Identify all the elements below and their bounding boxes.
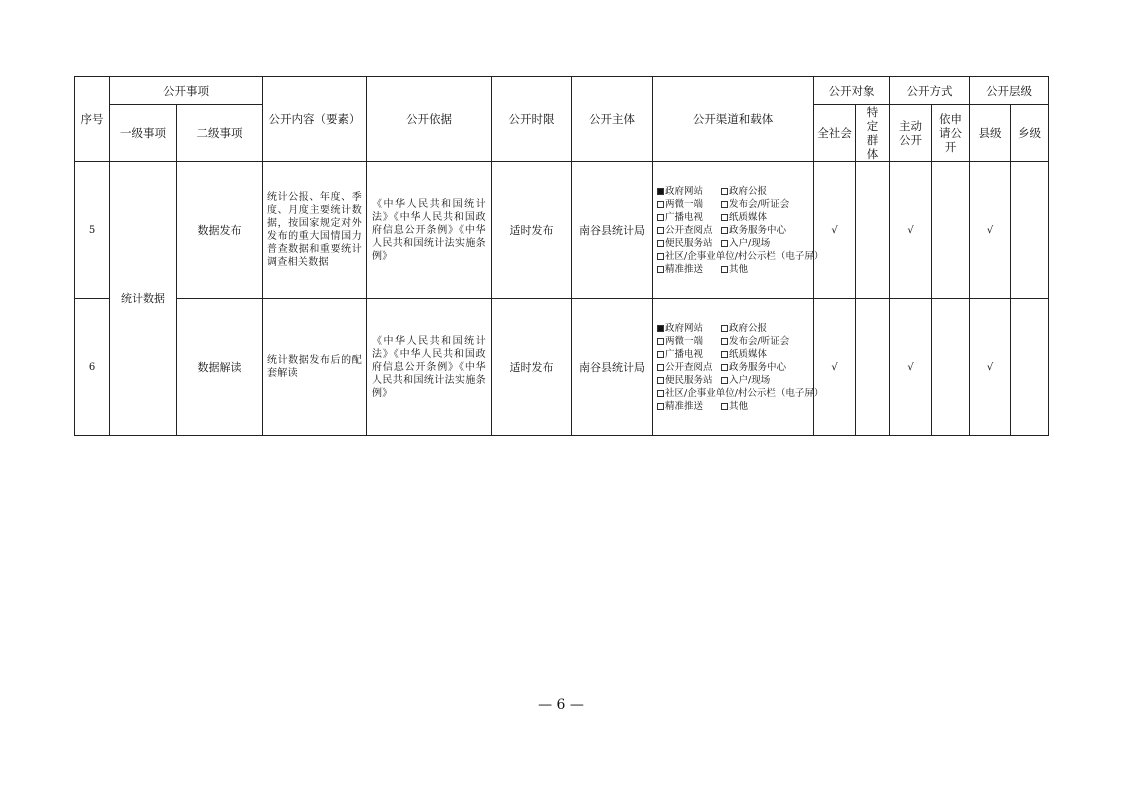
unchecked-box-icon: [721, 188, 728, 195]
header-target-specific: 特定群体: [856, 105, 890, 162]
row-time: 适时发布: [492, 299, 572, 436]
unchecked-box-icon: [657, 390, 664, 397]
unchecked-box-icon: [657, 227, 664, 234]
unchecked-box-icon: [657, 214, 664, 221]
row-method-active: √: [890, 162, 932, 299]
row-layer-town: [1011, 162, 1049, 299]
group-level1: 统计数据: [110, 162, 177, 436]
unchecked-box-icon: [721, 325, 728, 332]
channel-item: [721, 335, 805, 348]
channel-list: [653, 322, 824, 413]
row-target-all: √: [814, 162, 856, 299]
unchecked-box-icon: [657, 338, 664, 345]
channel-label: 入户/现场: [729, 237, 771, 249]
channel-item: [657, 250, 824, 263]
page-number: — 6 —: [538, 697, 584, 713]
channel-label: 广播电视: [665, 211, 704, 223]
header-basis: 公开依据: [367, 77, 492, 162]
header-items: 公开事项: [110, 77, 263, 105]
channel-item: [721, 348, 805, 361]
channel-item: [721, 211, 805, 224]
header-method-active: 主动公开: [890, 105, 932, 162]
header-content: 公开内容（要素）: [263, 77, 367, 162]
channel-item: [657, 361, 721, 374]
row-target-all: √: [814, 299, 856, 436]
channel-item: [657, 224, 721, 237]
channel-item: [657, 322, 721, 335]
header-subject: 公开主体: [572, 77, 653, 162]
row-content-cell: [263, 162, 367, 299]
unchecked-box-icon: [657, 403, 664, 410]
channel-label: 政府公报: [729, 322, 768, 334]
unchecked-box-icon: [657, 266, 664, 273]
header-channels: 公开渠道和载体: [653, 77, 814, 162]
header-method-request: 依申请公开: [932, 105, 970, 162]
row-layer-town: [1011, 299, 1049, 436]
channel-label: 便民服务站: [665, 374, 713, 386]
row-time: 适时发布: [492, 162, 572, 299]
row-target-specific: [856, 299, 890, 436]
row-method-request: [932, 299, 970, 436]
channel-label: 广播电视: [665, 348, 704, 360]
channel-item: [721, 322, 805, 335]
row-basis-cell: [367, 299, 492, 436]
channel-item: [721, 198, 805, 211]
channel-item: [657, 400, 721, 413]
unchecked-box-icon: [721, 338, 728, 345]
channel-item: [721, 374, 805, 387]
channel-item: [721, 400, 785, 413]
channel-item: [721, 185, 805, 198]
unchecked-box-icon: [721, 377, 728, 384]
unchecked-box-icon: [657, 351, 664, 358]
channel-item: [657, 185, 721, 198]
unchecked-box-icon: [657, 364, 664, 371]
channel-label: 发布会/听证会: [729, 335, 790, 347]
unchecked-box-icon: [721, 214, 728, 221]
row-channels-cell: [653, 162, 824, 299]
channel-label: 政务服务中心: [729, 361, 787, 373]
channel-label: 政府网站: [665, 322, 704, 334]
row-method-request: [932, 162, 970, 299]
row-seq: 5: [75, 162, 110, 299]
row-subject: 南谷县统计局: [572, 299, 653, 436]
row-subject: 南谷县统计局: [572, 162, 653, 299]
header-layer: 公开层级: [970, 77, 1049, 105]
row-level2: 数据发布: [177, 162, 263, 299]
checked-box-icon: [657, 188, 664, 195]
channel-item: [657, 211, 721, 224]
header-layer-town: 乡级: [1011, 105, 1049, 162]
channel-label: 社区/企事业单位/村公示栏（电子屏）: [665, 250, 824, 262]
channel-label: 精准推送: [665, 400, 704, 412]
row-target-specific: [856, 162, 890, 299]
channel-label: 入户/现场: [729, 374, 771, 386]
channel-item: [721, 361, 805, 374]
header-layer-county: 县级: [970, 105, 1011, 162]
channel-item: [721, 263, 785, 276]
channel-label: 其他: [729, 400, 749, 412]
header-target-all: 全社会: [814, 105, 856, 162]
unchecked-box-icon: [721, 364, 728, 371]
header-time: 公开时限: [492, 77, 572, 162]
header-level2: 二级事项: [177, 105, 263, 162]
channel-label: 纸质媒体: [729, 348, 768, 360]
channel-label: 公开查阅点: [665, 361, 713, 373]
channel-label: 两微一端: [665, 198, 704, 210]
row-seq: 6: [75, 299, 110, 436]
channel-label: 社区/企事业单位/村公示栏（电子屏）: [665, 387, 824, 399]
channel-list: [653, 185, 824, 276]
row-layer-county: √: [970, 162, 1011, 299]
unchecked-box-icon: [721, 351, 728, 358]
channel-item: [657, 374, 721, 387]
unchecked-box-icon: [721, 201, 728, 208]
row-basis-cell: [367, 162, 492, 299]
channel-label: 纸质媒体: [729, 211, 768, 223]
channel-item: [657, 335, 721, 348]
channel-item: [721, 237, 805, 250]
channel-label: 公开查阅点: [665, 224, 713, 236]
row-layer-county: √: [970, 299, 1011, 436]
channel-item: [657, 237, 721, 250]
unchecked-box-icon: [657, 240, 664, 247]
unchecked-box-icon: [721, 266, 728, 273]
row-method-active: √: [890, 299, 932, 436]
unchecked-box-icon: [657, 377, 664, 384]
channel-item: [657, 263, 721, 276]
unchecked-box-icon: [657, 253, 664, 260]
disclosure-table: [74, 76, 1049, 436]
unchecked-box-icon: [721, 240, 728, 247]
channel-label: 政府公报: [729, 185, 768, 197]
header-level1: 一级事项: [110, 105, 177, 162]
unchecked-box-icon: [721, 403, 728, 410]
header-seq: 序号: [75, 77, 110, 162]
row-content-cell: [263, 299, 367, 436]
channel-label: 便民服务站: [665, 237, 713, 249]
row-content: 统计数据发布后的配套解读: [267, 355, 362, 379]
channel-label: 两微一端: [665, 335, 704, 347]
checked-box-icon: [657, 325, 664, 332]
table-row: [75, 162, 1049, 299]
channel-item: [657, 198, 721, 211]
unchecked-box-icon: [657, 201, 664, 208]
header-target: 公开对象: [814, 77, 890, 105]
channel-item: [657, 348, 721, 361]
channel-label: 精准推送: [665, 263, 704, 275]
row-channels-cell: [653, 299, 824, 436]
unchecked-box-icon: [721, 227, 728, 234]
row-basis: 《中华人民共和国统计法》《中华人民共和国政府信息公开条例》《中华人民共和国统计法实施条例》: [372, 198, 486, 262]
header-method: 公开方式: [890, 77, 970, 105]
channel-item: [657, 387, 824, 400]
channel-label: 政务服务中心: [729, 224, 787, 236]
channel-label: 其他: [729, 263, 749, 275]
row-level2: 数据解读: [177, 299, 263, 436]
channel-label: 政府网站: [665, 185, 704, 197]
channel-label: 发布会/听证会: [729, 198, 790, 210]
table-row: [75, 299, 1049, 436]
channel-item: [721, 224, 805, 237]
row-content: 统计公报、年度、季度、月度主要统计数据，按国家规定对外发布的重大国情国力普查数据和重要统计调查相关数据: [267, 192, 362, 268]
row-basis: 《中华人民共和国统计法》《中华人民共和国政府信息公开条例》《中华人民共和国统计法实施条例》: [372, 335, 486, 399]
